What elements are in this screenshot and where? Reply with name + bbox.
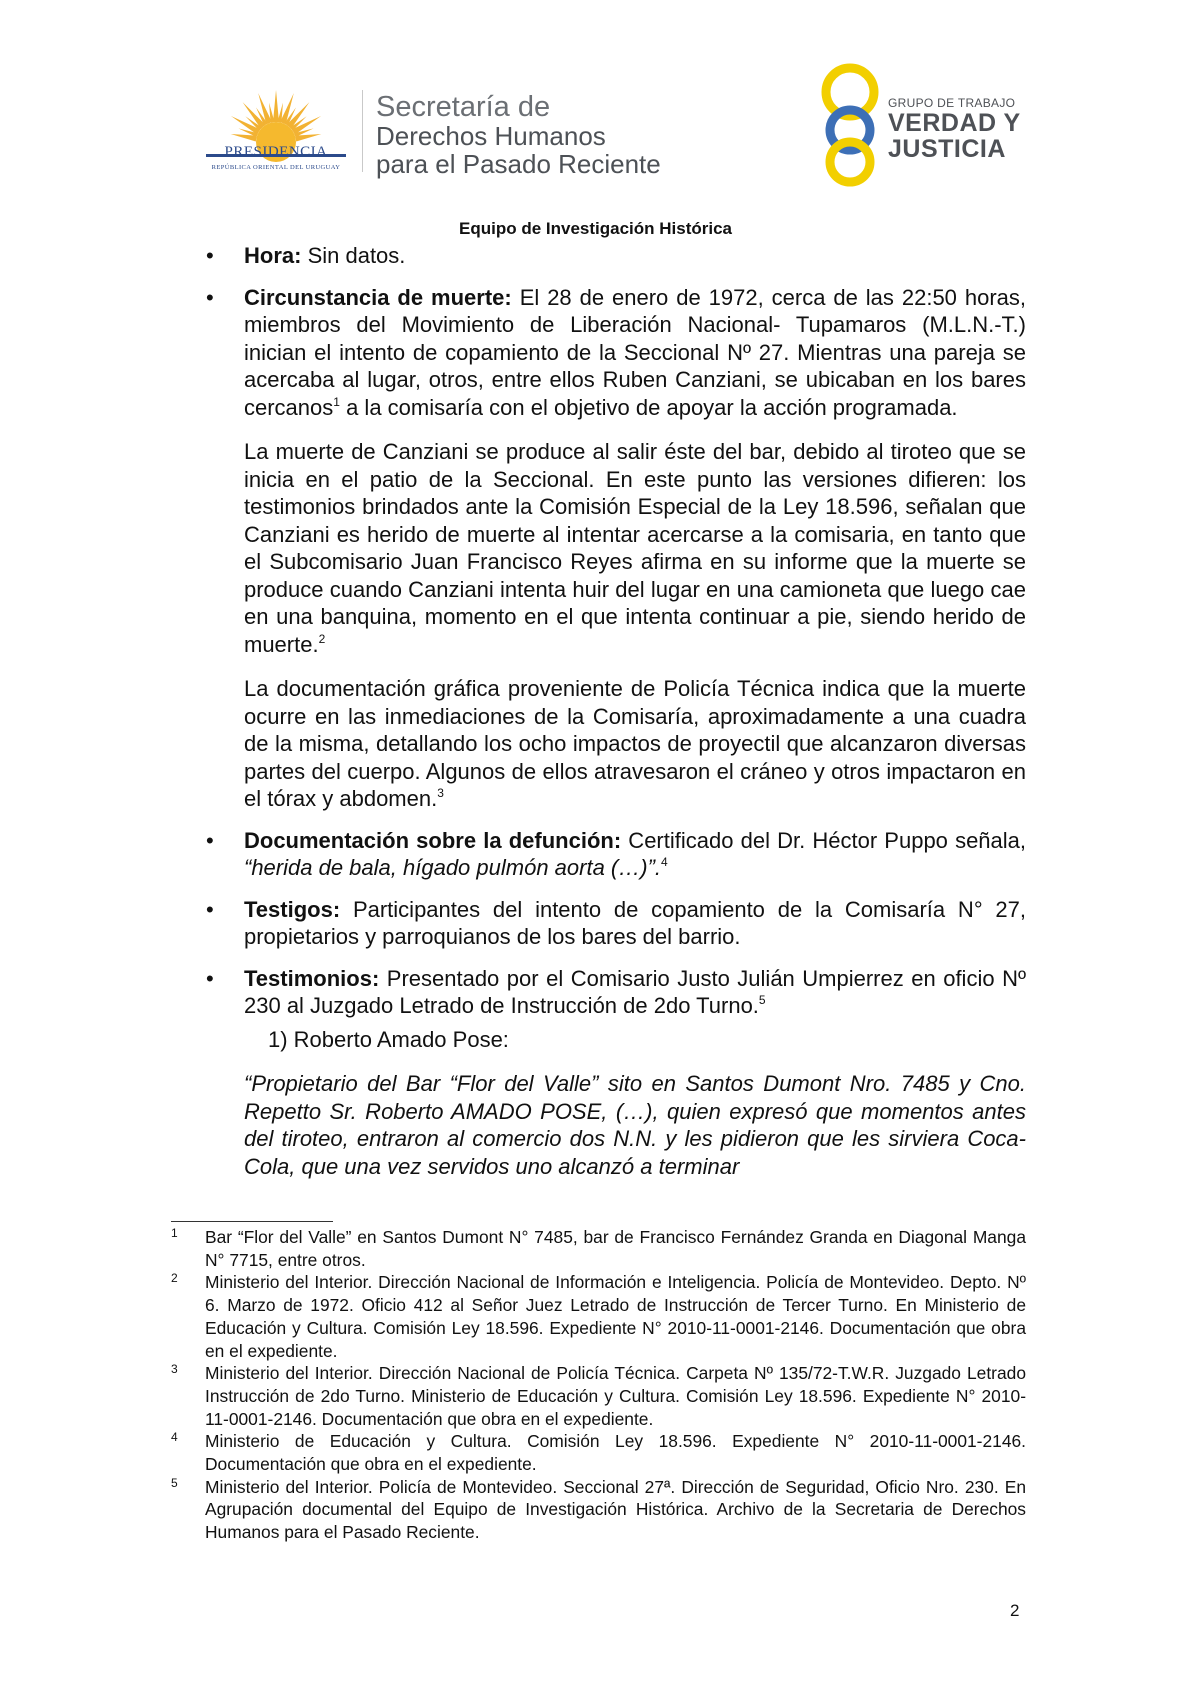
secretaria-line-2: Derechos Humanos — [376, 121, 606, 151]
footnote-text: Ministerio de Educación y Cultura. Comisión Ley 18.596. Expediente N° 2010-11-0001-2146. Documentación que obra en el expediente. — [205, 1431, 1026, 1475]
document-body — [206, 242, 1026, 1180]
documentacion-quote: “herida de bala, hígado pulmón aorta (…)”. — [244, 855, 662, 880]
page-number: 2 — [1010, 1601, 1020, 1620]
testimonio-quote: “Propietario del Bar “Flor del Valle” sito en Santos Dumont Nro. 7485 y Cno. Repetto Sr. Roberto AMADO POSE, (…), quien expresó que momentos antes del tiroteo, entraron al comercio dos N.N. y les pidieron que les sirviera Coca-Cola, que una vez servidos uno alcanzó a terminar — [244, 1071, 1026, 1179]
footnote-ref-3[interactable]: 3 — [437, 786, 444, 800]
documentacion-text: Certificado del Dr. Héctor Puppo señala, — [621, 827, 1027, 853]
footnote-text: Ministerio del Interior. Policía de Montevideo. Seccional 27ª. Dirección de Seguridad, Oficio Nro. 230. En Agrupación documental del Equipo de Investigación Histórica. Archivo de la Secretaria de Derechos Humanos para el Pasado Reciente. — [205, 1476, 1026, 1543]
footnote-text: Bar “Flor del Valle” en Santos Dumont N° 7485, bar de Francisco Fernández Granda en Diagonal Manga N° 7715, entre otros. — [205, 1227, 1026, 1270]
footnote-number: 5 — [171, 1475, 178, 1490]
secretaria-line-3: para el Pasado Reciente — [376, 149, 661, 179]
footnote-2 — [171, 1271, 1026, 1362]
verdad-justicia-rings-logo — [812, 60, 892, 190]
header-divider — [362, 90, 363, 172]
footnote-ref-4[interactable]: 4 — [661, 855, 668, 869]
paragraph-documentacion-grafica — [206, 675, 1026, 813]
testimonios-text: Presentado por el Comisario Justo Julián Umpierrez en oficio Nº 230 al Juzgado Letrado de Instrucción de 2do Turno. — [244, 965, 1026, 1018]
footnote-5 — [171, 1476, 1026, 1544]
presidencia-label: PRESIDENCIA — [224, 144, 328, 160]
presidencia-subtitle: REPÚBLICA ORIENTAL DEL URUGUAY — [211, 164, 341, 171]
footnote-text: Ministerio del Interior. Dirección Nacional de Información e Inteligencia. Policía de Montevideo. Depto. Nº 6. Marzo de 1972. Oficio 412 al Señor Juez Letrado de Instrucción de Tercer Turno. En Ministerio de Educación y Cultura. Comisión Ley 18.596. Expediente N° 2010-11-0001-2146. Documentación que obra en el expediente. — [205, 1272, 1026, 1361]
footnote-number: 2 — [171, 1271, 178, 1286]
circunstancia-text-b: a la comisaría con el objetivo de apoyar la acción programada. — [339, 394, 958, 420]
footnote-text: Ministerio del Interior. Dirección Nacional de Policía Técnica. Carpeta Nº 135/72-T.W.R. Juzgado Letrado Instrucción de 2do Turno. Ministerio de Educación y Cultura. Comisión Ley 18.596. Expediente N° 2010-11-0001-2146. Documentación que obra en el expediente. — [205, 1363, 1026, 1429]
footnote-number: 4 — [171, 1430, 178, 1445]
testigos-label: Testigos: — [244, 896, 341, 922]
testigos-text: Participantes del intento de copamiento de la Comisaría N° 27, propietarios y parroquianos de los bares del barrio. — [244, 896, 1026, 949]
footnote-ref-5[interactable]: 5 — [758, 993, 766, 1007]
secretaria-line-1: Secretaría de — [376, 91, 551, 123]
secretaria-logo-text — [376, 92, 661, 178]
testimonios-item — [206, 965, 1026, 1020]
footnote-number: 1 — [171, 1226, 178, 1240]
grupo-trabajo-logo-text — [888, 96, 1021, 162]
footnotes — [171, 1226, 1026, 1544]
team-title: Equipo de Investigación Histórica — [459, 219, 732, 238]
paragraph-documentacion-text: La documentación gráfica proveniente de Policía Técnica indica que la muerte ocurre en las inmediaciones de la Comisaría, aproximadamente a una cuadra de la misma, detallando los ocho impactos de proyectil que alcanzaron diversas partes del cuerpo. Algunos de ellos atravesaron el cráneo y otros impactaron en el tórax y abdomen. — [244, 676, 1026, 811]
circunstancia-label: Circunstancia de muerte: — [244, 284, 512, 310]
circunstancia-text-a: El 28 de enero de 1972, cerca de las 22:50 horas, miembros del Movimiento de Liberación Nacional- Tupamaros (M.L.N.-T.) inician el intento de copamiento de la Seccional Nº 27. Mientras una pareja se acercaba al lugar, otros, entre ellos Ruben Canziani, se ubicaban en los bares cercanos — [244, 284, 1027, 420]
grupo-line-3: JUSTICIA — [888, 135, 1006, 163]
footnote-1 — [171, 1226, 1026, 1271]
testigos-item — [206, 896, 1026, 951]
footnote-4 — [171, 1430, 1026, 1475]
grupo-line-1: GRUPO DE TRABAJO — [888, 96, 1016, 110]
hora-text: Sin datos. — [301, 243, 406, 268]
hora-item — [206, 242, 1026, 270]
footnote-3 — [171, 1362, 1026, 1430]
testimonio-item-1: 1) Roberto Amado Pose: — [268, 1026, 509, 1052]
paragraph-muerte-text: La muerte de Canziani se produce al salir éste del bar, debido al tiroteo que se inicia en el patio de la Seccional. En este punto las versiones difieren: los testimonios brindados ante la Comisión Especial de la Ley 18.596, señalan que Canziani es herido de muerte al intentar acercarse a la comisaria, en tanto que el Subcomisario Juan Francisco Reyes afirma en su informe que la muerte se produce cuando Canziani intenta huir del lugar en una camioneta que luego cae en una banquina, momento en el que intenta continuar a pie, siendo herido de muerte. — [244, 439, 1026, 657]
page-header — [0, 0, 1191, 238]
hora-label: Hora: — [244, 243, 302, 268]
footnote-ref-2[interactable]: 2 — [318, 631, 326, 646]
footnote-ref-1[interactable]: 1 — [333, 394, 340, 409]
testimonios-label: Testimonios: — [244, 965, 380, 991]
footnote-separator — [171, 1221, 333, 1222]
documentacion-item — [206, 827, 1026, 882]
footnote-number: 3 — [171, 1362, 178, 1377]
documentacion-label: Documentación sobre la defunción: — [244, 827, 622, 853]
paragraph-muerte — [206, 438, 1026, 658]
grupo-line-2: VERDAD Y — [888, 109, 1021, 137]
circunstancia-item — [206, 284, 1026, 422]
